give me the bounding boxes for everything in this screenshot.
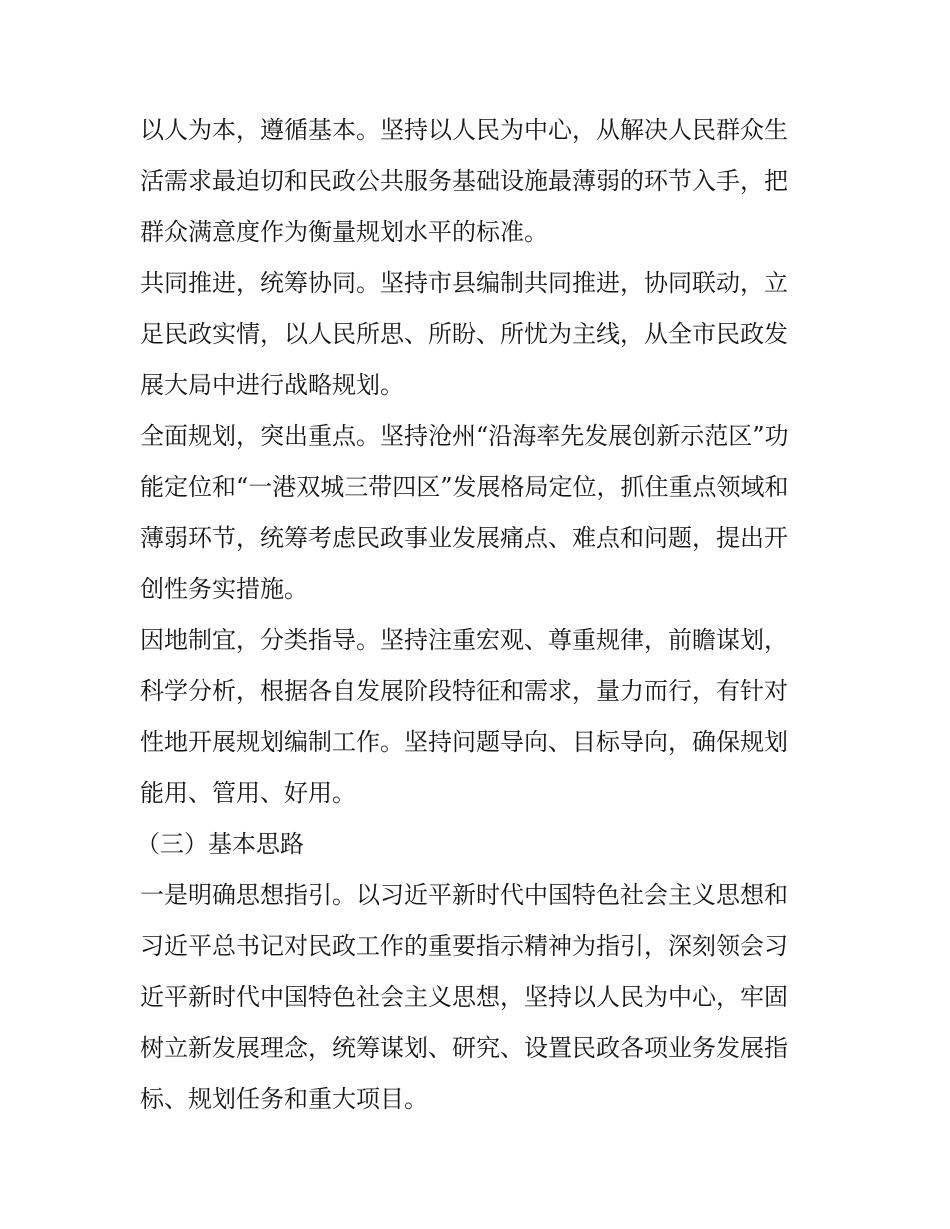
- text-line: 以人为本，遵循基本。坚持以人民为中心，从解决人民群众生: [140, 116, 788, 144]
- text-line: 创性务实措施。: [140, 575, 308, 603]
- text-line: 共同推进，统筹协同。坚持市县编制共同推进，协同联动，立: [140, 269, 788, 297]
- text-line: 习近平总书记对民政工作的重要指示精神为指引，深刻领会习: [140, 932, 788, 960]
- document-body: [136, 105, 812, 1125]
- text-line: 薄弱环节，统筹考虑民政事业发展痛点、难点和问题，提出开: [140, 524, 788, 552]
- section-heading: （三）基本思路: [136, 830, 304, 858]
- text-line: 标、规划任务和重大项目。: [140, 1085, 428, 1113]
- text-line: 能用、管用、好用。: [140, 779, 356, 807]
- text-line: 性地开展规划编制工作。坚持问题导向、目标导向，确保规划: [140, 728, 788, 756]
- paragraph-coordination: [140, 258, 812, 411]
- text-line: 科学分析，根据各自发展阶段特征和需求，量力而行，有针对: [140, 677, 788, 705]
- paragraph-key-points: [140, 411, 812, 615]
- text-line: 近平新时代中国特色社会主义思想，坚持以人民为中心，牢固: [140, 983, 788, 1011]
- paragraph-approach-1: [140, 870, 812, 1125]
- text-line: 因地制宜，分类指导。坚持注重宏观、尊重规律，前瞻谋划，: [140, 626, 788, 654]
- text-line: 活需求最迫切和民政公共服务基础设施最薄弱的环节入手，把: [140, 167, 788, 195]
- text-line: 足民政实情，以人民所思、所盼、所忧为主线，从全市民政发: [140, 320, 788, 348]
- text-line: 树立新发展理念，统筹谋划、研究、设置民政各项业务发展指: [140, 1034, 788, 1062]
- text-line: 一是明确思想指引。以习近平新时代中国特色社会主义思想和: [140, 881, 788, 909]
- text-line: 群众满意度作为衡量规划水平的标准。: [140, 218, 548, 246]
- paragraph-local-conditions: [140, 615, 812, 819]
- text-line: 能定位和“一港双城三带四区”发展格局定位，抓住重点领域和: [140, 473, 789, 501]
- text-line: 展大局中进行战略规划。: [140, 371, 404, 399]
- paragraph-people-centered: [140, 105, 812, 258]
- text-line: 全面规划，突出重点。坚持沧州“沿海率先发展创新示范区”功: [140, 422, 789, 450]
